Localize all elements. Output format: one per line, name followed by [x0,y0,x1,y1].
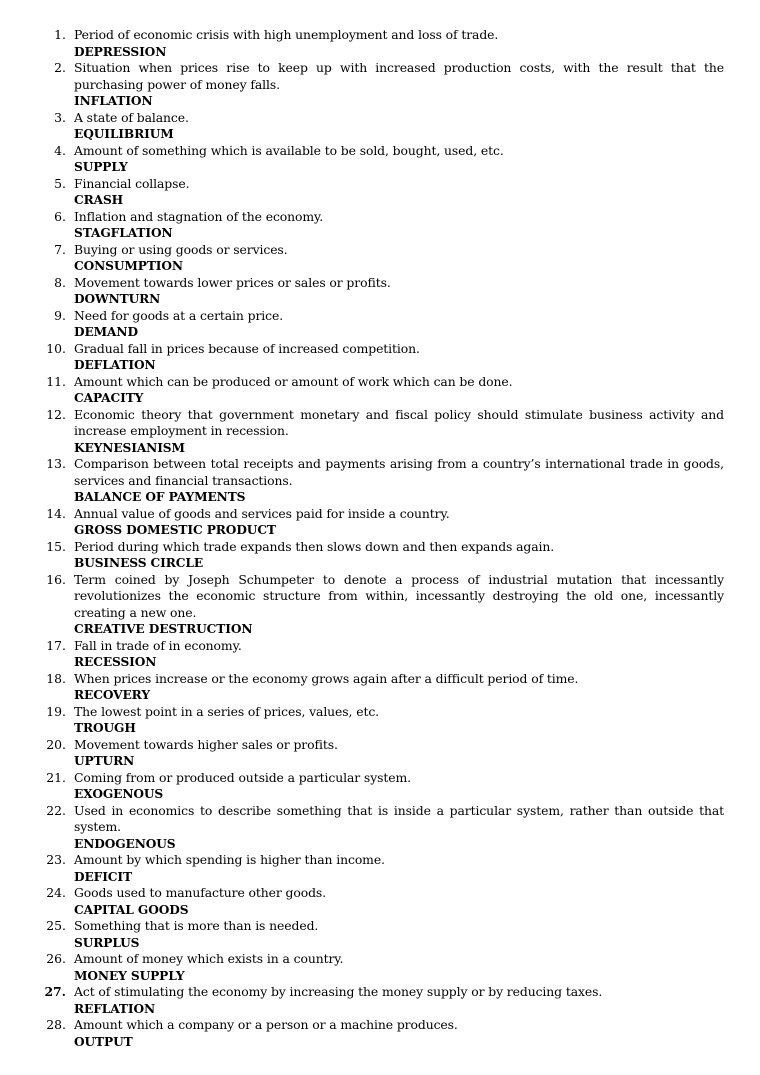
list-item [0,341,724,374]
item-number: 9. [54,307,66,323]
item-number: 19. [46,703,66,719]
item-term: GROSS DOMESTIC PRODUCT [74,523,276,537]
item-definition: Annual value of goods and services paid for inside a country. [74,505,450,521]
item-number: 13. [46,456,66,471]
item-definition: Situation when prices rise to keep up with increased production costs, with the result that the purchasing power of money falls. [74,60,724,92]
list-item [0,456,724,506]
item-number: 14. [46,505,66,521]
item-term: REFLATION [74,1001,156,1016]
item-term: BUSINESS CIRCLE [74,556,204,570]
item-number: 23. [46,852,66,867]
list-item [0,803,724,853]
item-term: EQUILIBRIUM [74,127,174,141]
item-number: 2. [54,60,66,75]
list-item [0,539,724,572]
item-term: CAPACITY [74,391,144,405]
item-number: 28. [46,1017,66,1032]
item-term: CONSUMPTION [74,259,183,273]
list-item [0,308,724,341]
item-number: 4. [54,142,66,158]
list-item [0,984,724,1017]
item-number: 1. [54,27,66,42]
item-definition: The lowest point in a series of prices, values, etc. [74,703,380,719]
item-definition: Financial collapse. [74,175,190,191]
item-term: CAPITAL GOODS [74,902,189,917]
item-term: DEFLATION [74,358,156,372]
item-definition: Amount of something which is available to be sold, bought, used, etc. [74,142,504,158]
item-term: DEPRESSION [74,44,167,59]
item-number: 21. [46,769,66,785]
list-item [0,60,724,110]
item-number: 5. [54,175,66,191]
item-term: SUPPLY [74,160,128,174]
list-item [0,918,724,951]
list-item [0,1017,724,1050]
item-definition: Term coined by Joseph Schumpeter to denote a process of industrial mutation that incessantly revolutionizes the economic structure from within, incessantly destroying the old one, incessantly creating a new one. [74,571,724,620]
item-term: DEMAND [74,325,138,339]
item-term: SURPLUS [74,935,140,950]
item-definition: Inflation and stagnation of the economy. [74,208,324,224]
item-term: TROUGH [74,721,136,735]
item-definition: Economic theory that government monetary and fiscal policy should stimulate business activity and increase employment in recession. [74,406,724,438]
item-number: 22. [46,802,66,818]
list-item [0,27,724,60]
item-number: 18. [46,670,66,686]
list-item [0,209,724,242]
item-definition: When prices increase or the economy grows again after a difficult period of time. [74,670,579,686]
item-definition: Amount of money which exists in a country. [74,951,344,966]
item-term: CREATIVE DESTRUCTION [74,622,253,636]
item-term: DEFICIT [74,869,132,884]
item-number: 7. [54,241,66,257]
list-item [0,506,724,539]
item-term: KEYNESIANISM [74,440,185,455]
item-definition: Fall in trade of in economy. [74,637,242,653]
list-item [0,407,724,457]
item-definition: Gradual fall in prices because of increased competition. [74,340,420,356]
item-number: 12. [46,406,66,422]
item-number: 17. [46,637,66,653]
list-item [0,671,724,704]
item-definition: Something that is more than is needed. [74,918,319,933]
list-item [0,704,724,737]
list-item [0,176,724,209]
item-definition: Goods used to manufacture other goods. [74,885,327,900]
item-number: 8. [54,274,66,290]
item-term: CRASH [74,193,124,207]
list-item [0,143,724,176]
item-number: 26. [46,951,66,966]
item-term: RECOVERY [74,688,150,702]
list-item [0,275,724,308]
list-item [0,885,724,918]
list-item [0,737,724,770]
item-number: 11. [46,373,66,389]
item-definition: Amount by which spending is higher than income. [74,852,385,867]
list-item [0,242,724,275]
item-number: 25. [46,918,66,933]
item-term: ENDOGENOUS [74,836,176,851]
item-number: 3. [54,109,66,125]
list-item [0,110,724,143]
item-definition: Movement towards higher sales or profits. [74,736,338,752]
item-term: UPTURN [74,754,135,768]
item-definition: Period of economic crisis with high unemployment and loss of trade. [74,27,499,42]
item-number: 27. [44,984,66,999]
item-term: STAGFLATION [74,226,173,240]
item-definition: Comparison between total receipts and payments arising from a country’s international trade in goods, services and financial transactions. [74,456,724,488]
item-definition: Amount which a company or a person or a machine produces. [74,1017,458,1032]
item-number: 6. [54,208,66,224]
item-definition: Amount which can be produced or amount of work which can be done. [74,373,513,389]
item-term: BALANCE OF PAYMENTS [74,490,246,504]
list-item [0,572,724,638]
item-definition: A state of balance. [74,109,189,125]
item-number: 20. [46,736,66,752]
item-term: DOWNTURN [74,292,161,306]
item-definition: Coming from or produced outside a particular system. [74,769,411,785]
item-term: INFLATION [74,94,153,108]
glossary-list [0,27,724,1050]
list-item [0,770,724,803]
list-item [0,638,724,671]
item-definition: Movement towards lower prices or sales or profits. [74,274,391,290]
list-item [0,951,724,984]
item-term: EXOGENOUS [74,787,164,801]
item-definition: Buying or using goods or services. [74,241,288,257]
item-definition: Used in economics to describe something that is inside a particular system, rather than outside that system. [74,802,724,834]
item-number: 10. [46,340,66,356]
item-term: OUTPUT [74,1034,133,1049]
item-definition: Act of stimulating the economy by increasing the money supply or by reducing taxes. [74,984,603,999]
item-number: 16. [46,571,66,587]
item-definition: Need for goods at a certain price. [74,307,284,323]
item-term: MONEY SUPPLY [74,968,185,983]
item-term: RECESSION [74,655,157,669]
list-item [0,374,724,407]
item-number: 15. [46,538,66,554]
item-definition: Period during which trade expands then slows down and then expands again. [74,538,555,554]
item-number: 24. [46,885,66,900]
list-item [0,852,724,885]
